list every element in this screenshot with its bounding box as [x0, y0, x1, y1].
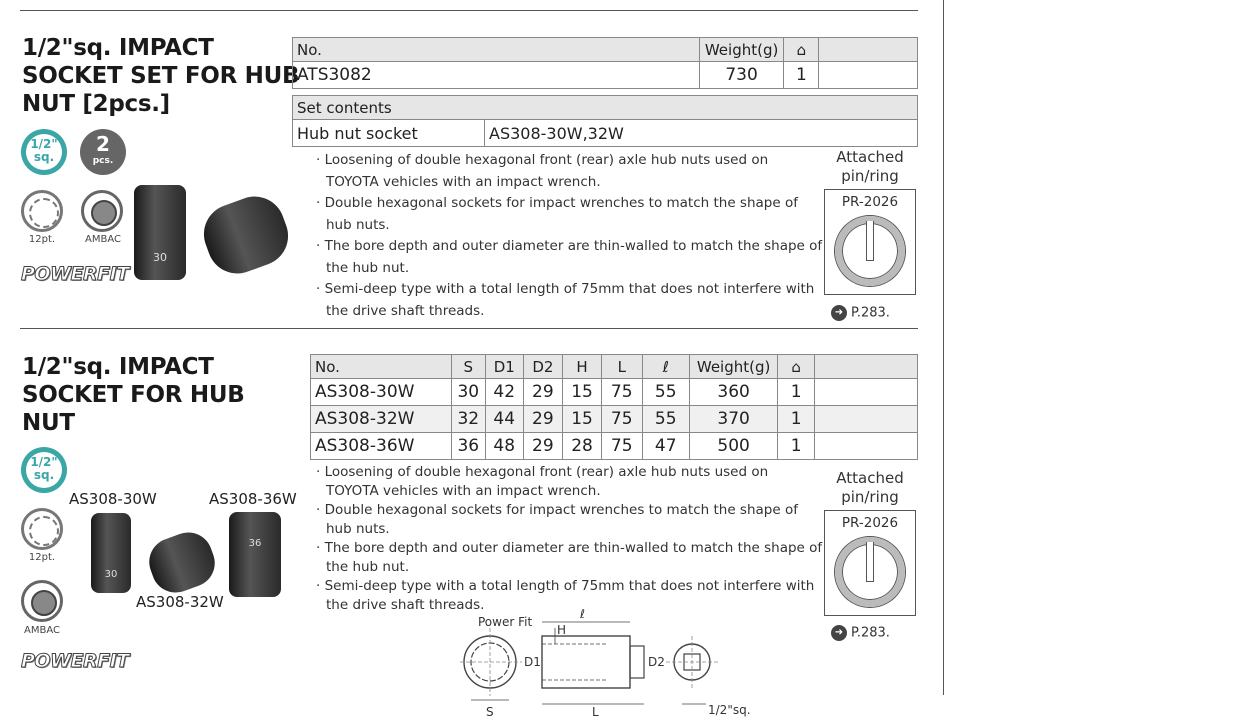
- cell-s: 30: [451, 379, 485, 406]
- col-weight: Weight(g): [699, 38, 784, 62]
- list-item: · Semi-deep type with a total length of 75mm that does not interfere with the drive shaft threads.: [316, 281, 815, 319]
- label-l-small: ℓ: [580, 608, 585, 621]
- list-item: · Loosening of double hexagonal front (rear) axle hub nuts used on TOYOTA vehicles with an impact wrench.: [316, 464, 769, 499]
- top-rule: [20, 10, 918, 11]
- page-divider-vertical: [943, 0, 944, 695]
- pieces-badge: [80, 129, 126, 175]
- cell-weight: 370: [689, 406, 778, 433]
- set-contents-name: Hub nut socket: [293, 120, 485, 147]
- col-blank: [819, 38, 918, 62]
- col-d1: D1: [485, 355, 523, 379]
- arrow-right-icon: ➜: [831, 305, 847, 321]
- table-row: [311, 433, 918, 460]
- ring-icon: [835, 216, 905, 286]
- socket-size-label: 30: [153, 251, 167, 264]
- cell-d1: 42: [485, 379, 523, 406]
- photo-label-36w: AS308-36W: [209, 490, 297, 508]
- cell-qty: 1: [784, 62, 819, 89]
- badge-sq-bottom: sq.: [33, 150, 55, 164]
- cell-d2: 29: [523, 406, 563, 433]
- arrow-right-icon: ➜: [831, 625, 847, 641]
- ambac-icon: [81, 190, 123, 232]
- photo-label-30w: AS308-30W: [69, 490, 157, 508]
- table-row: [311, 406, 918, 433]
- cell-weight: 730: [699, 62, 784, 89]
- col-s: S: [451, 355, 485, 379]
- socket-photo-30w: [91, 513, 131, 593]
- square-drive-badge: [21, 129, 67, 175]
- set-spec-table: [292, 37, 918, 89]
- cell-qty: 1: [778, 433, 814, 460]
- 12pt-icon: [21, 508, 63, 550]
- badge-sq-bottom: sq.: [33, 468, 55, 482]
- photo-label-32w: AS308-32W: [136, 593, 224, 611]
- badge-pcs-label: pcs.: [92, 156, 114, 166]
- square-drive-badge: [21, 447, 67, 493]
- cell-blank: [814, 406, 917, 433]
- page-ref-text: P.283.: [851, 625, 890, 641]
- attached-title: Attached pin/ring: [836, 469, 904, 506]
- attached-code: PR-2026: [841, 194, 899, 210]
- cell-l-small: 47: [642, 433, 689, 460]
- attached-pin-box: [824, 510, 916, 616]
- cell-no: AS308-30W: [311, 379, 452, 406]
- powerfit-logo: POWERFIT: [21, 263, 129, 285]
- cell-no: AS308-32W: [311, 406, 452, 433]
- col-l: L: [601, 355, 642, 379]
- col-h: H: [563, 355, 602, 379]
- socket-photo-36w: [229, 512, 281, 597]
- cell-s: 36: [451, 433, 485, 460]
- list-item: · Semi-deep type with a total length of 75mm that does not interfere with the drive shaft threads.: [316, 578, 815, 613]
- label-sq: 1/2"sq.: [708, 703, 751, 717]
- list-item: · Loosening of double hexagonal front (rear) axle hub nuts used on TOYOTA vehicles with an impact wrench.: [316, 152, 769, 190]
- col-d2: D2: [523, 355, 563, 379]
- socket-dimension-drawing: [460, 608, 760, 720]
- section-separator: [20, 328, 918, 329]
- cell-l: 75: [601, 433, 642, 460]
- label-power-fit: Power Fit: [478, 615, 533, 629]
- powerfit-logo: POWERFIT: [21, 650, 129, 672]
- attached-pin-box: [824, 189, 916, 295]
- page-reference-link[interactable]: [831, 305, 890, 321]
- set-title: 1/2"sq. IMPACT SOCKET SET FOR HUB NUT [2pcs.]: [22, 35, 300, 117]
- socket-photo-32: [196, 188, 297, 282]
- label-d2: D2: [648, 655, 665, 669]
- attached-title: Attached pin/ring: [836, 148, 904, 185]
- socket-photo-30: [134, 185, 186, 280]
- col-qty-icon: ⌂: [778, 355, 814, 379]
- col-no: No.: [293, 38, 700, 62]
- 12pt-icon: [21, 190, 63, 232]
- socket-size-label: 30: [104, 569, 118, 580]
- cell-qty: 1: [778, 379, 814, 406]
- cell-weight: 500: [689, 433, 778, 460]
- cell-l-small: 55: [642, 406, 689, 433]
- ambac-label: AMBAC: [85, 234, 121, 245]
- cell-h: 15: [563, 379, 602, 406]
- 12pt-label: 12pt.: [28, 234, 56, 245]
- label-s: S: [486, 705, 494, 719]
- badge-sq-top: 1/2": [30, 455, 58, 469]
- list-item: · The bore depth and outer diameter are thin-walled to match the shape of the hub nut.: [316, 238, 823, 276]
- cell-l: 75: [601, 379, 642, 406]
- set-contents-table: [292, 95, 918, 147]
- socket-photo-32w: [143, 526, 222, 600]
- list-item: · The bore depth and outer diameter are thin-walled to match the shape of the hub nut.: [316, 540, 823, 575]
- single-spec-table: [310, 354, 918, 460]
- col-l-small: ℓ: [642, 355, 689, 379]
- ambac-icon: [21, 580, 63, 622]
- cell-blank: [819, 62, 918, 89]
- col-weight: Weight(g): [689, 355, 778, 379]
- col-no: No.: [311, 355, 452, 379]
- page-ref-text: P.283.: [851, 305, 890, 321]
- ambac-label: AMBAC: [24, 625, 60, 636]
- label-l: L: [592, 705, 599, 719]
- set-feature-list: [312, 150, 824, 322]
- 12pt-label: 12pt.: [28, 552, 56, 563]
- cell-no: ATS3082: [293, 62, 700, 89]
- list-item: · Double hexagonal sockets for impact wrenches to match the shape of hub nuts.: [316, 502, 798, 537]
- ring-icon: [835, 537, 905, 607]
- list-item: · Double hexagonal sockets for impact wrenches to match the shape of hub nuts.: [316, 195, 798, 233]
- single-title: 1/2"sq. IMPACT SOCKET FOR HUB NUT: [22, 354, 245, 436]
- badge-sq-top: 1/2": [30, 137, 58, 151]
- cell-h: 28: [563, 433, 602, 460]
- col-blank: [814, 355, 917, 379]
- col-qty-icon: ⌂: [784, 38, 819, 62]
- cell-l-small: 55: [642, 379, 689, 406]
- socket-size-label: 36: [248, 538, 262, 549]
- cell-no: AS308-36W: [311, 433, 452, 460]
- cell-d1: 48: [485, 433, 523, 460]
- rear-view: [666, 636, 718, 704]
- cell-qty: 1: [778, 406, 814, 433]
- attached-code: PR-2026: [841, 515, 899, 531]
- cell-s: 32: [451, 406, 485, 433]
- table-row: [293, 120, 918, 147]
- front-view: [460, 628, 522, 700]
- cell-blank: [814, 379, 917, 406]
- table-row: [311, 379, 918, 406]
- cell-d2: 29: [523, 379, 563, 406]
- cell-blank: [814, 433, 917, 460]
- cell-l: 75: [601, 406, 642, 433]
- cell-h: 15: [563, 406, 602, 433]
- set-contents-value: AS308-30W,32W: [485, 120, 918, 147]
- label-h: H: [557, 623, 567, 637]
- badge-pcs-num: 2: [96, 132, 110, 156]
- cell-weight: 360: [689, 379, 778, 406]
- page-reference-link[interactable]: [831, 625, 890, 641]
- table-row: [293, 62, 918, 89]
- set-contents-header: Set contents: [293, 96, 918, 120]
- cell-d2: 29: [523, 433, 563, 460]
- cell-d1: 44: [485, 406, 523, 433]
- single-feature-list: [312, 463, 824, 615]
- label-d1: D1: [524, 655, 541, 669]
